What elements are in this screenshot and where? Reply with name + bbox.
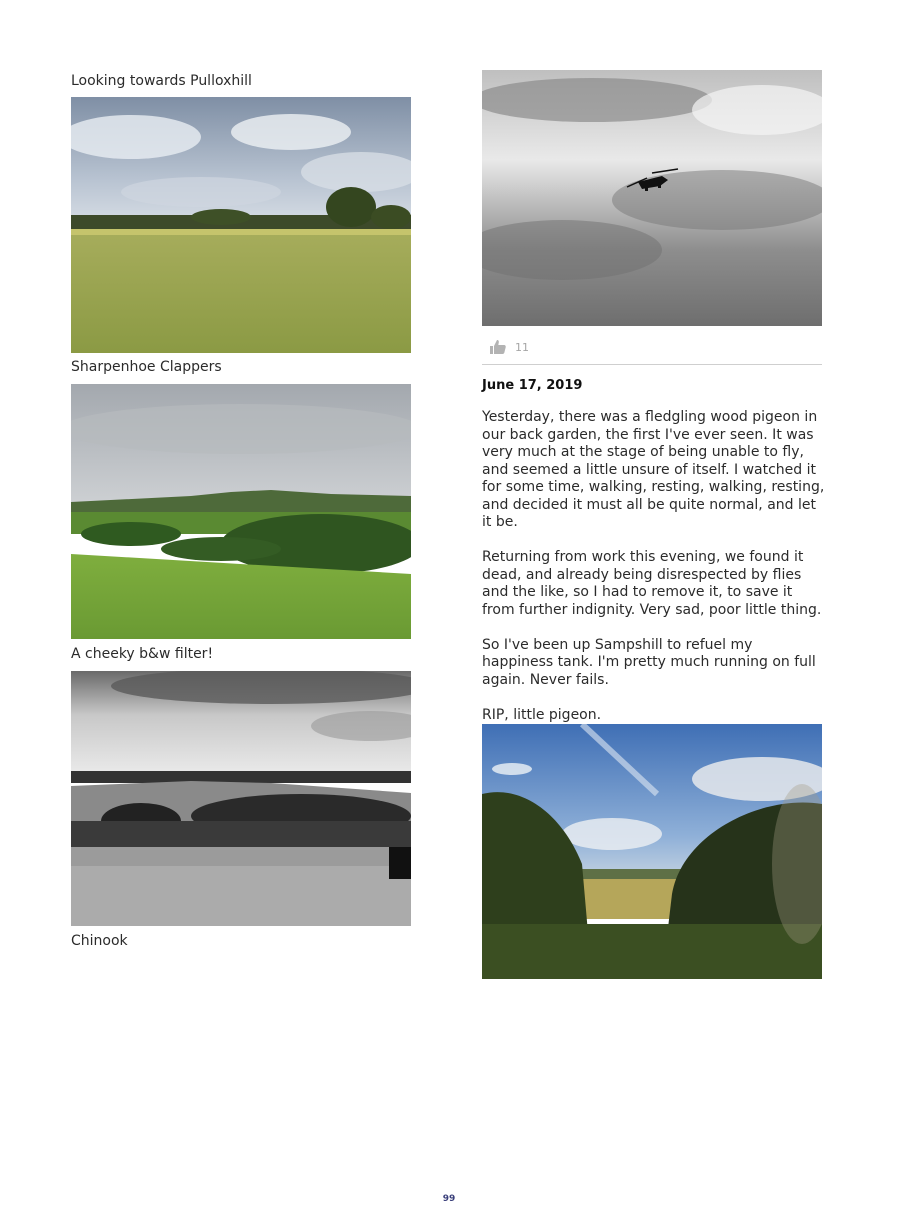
post-paragraph: RIP, little pigeon. bbox=[482, 706, 602, 723]
photo-caption: Sharpenhoe Clappers bbox=[71, 359, 222, 375]
divider bbox=[482, 364, 822, 365]
photo-caption: A cheeky b&w filter! bbox=[71, 646, 214, 662]
post-paragraph: So I've been up Sampshill to refuel my happiness tank. I'm pretty much running on full again. Never fails. bbox=[482, 636, 816, 688]
likes-count: 11 bbox=[515, 340, 529, 354]
sampshill-landscape-photo bbox=[482, 724, 822, 979]
landscape-photo-sharpenhoe bbox=[71, 384, 411, 639]
bw-landscape-photo bbox=[71, 671, 411, 926]
likes-counter[interactable] bbox=[489, 338, 529, 356]
post-paragraph: Yesterday, there was a fledgling wood pigeon in our back garden, the first I've ever seen. It was very much at the stage of being unable to fly, and seemed a little unsure of itself. I watched it for some time, walking, resting, walking, resting, and decided it must all be quite normal, and let it be. bbox=[482, 409, 825, 530]
photo-caption: Looking towards Pulloxhill bbox=[71, 73, 252, 89]
post-date: June 17, 2019 bbox=[482, 378, 583, 393]
thumbs-up-icon[interactable] bbox=[489, 339, 507, 355]
chinook-helicopter-photo bbox=[482, 70, 822, 326]
post-paragraph: Returning from work this evening, we found it dead, and already being disrespected by flies and the like, so I had to remove it, to save it from further indignity. Very sad, poor little thing. bbox=[482, 549, 822, 618]
photo-caption: Chinook bbox=[71, 933, 128, 949]
landscape-photo-pulloxhill bbox=[71, 97, 411, 353]
post-body bbox=[482, 409, 826, 742]
page-number: 99 bbox=[442, 1194, 456, 1204]
